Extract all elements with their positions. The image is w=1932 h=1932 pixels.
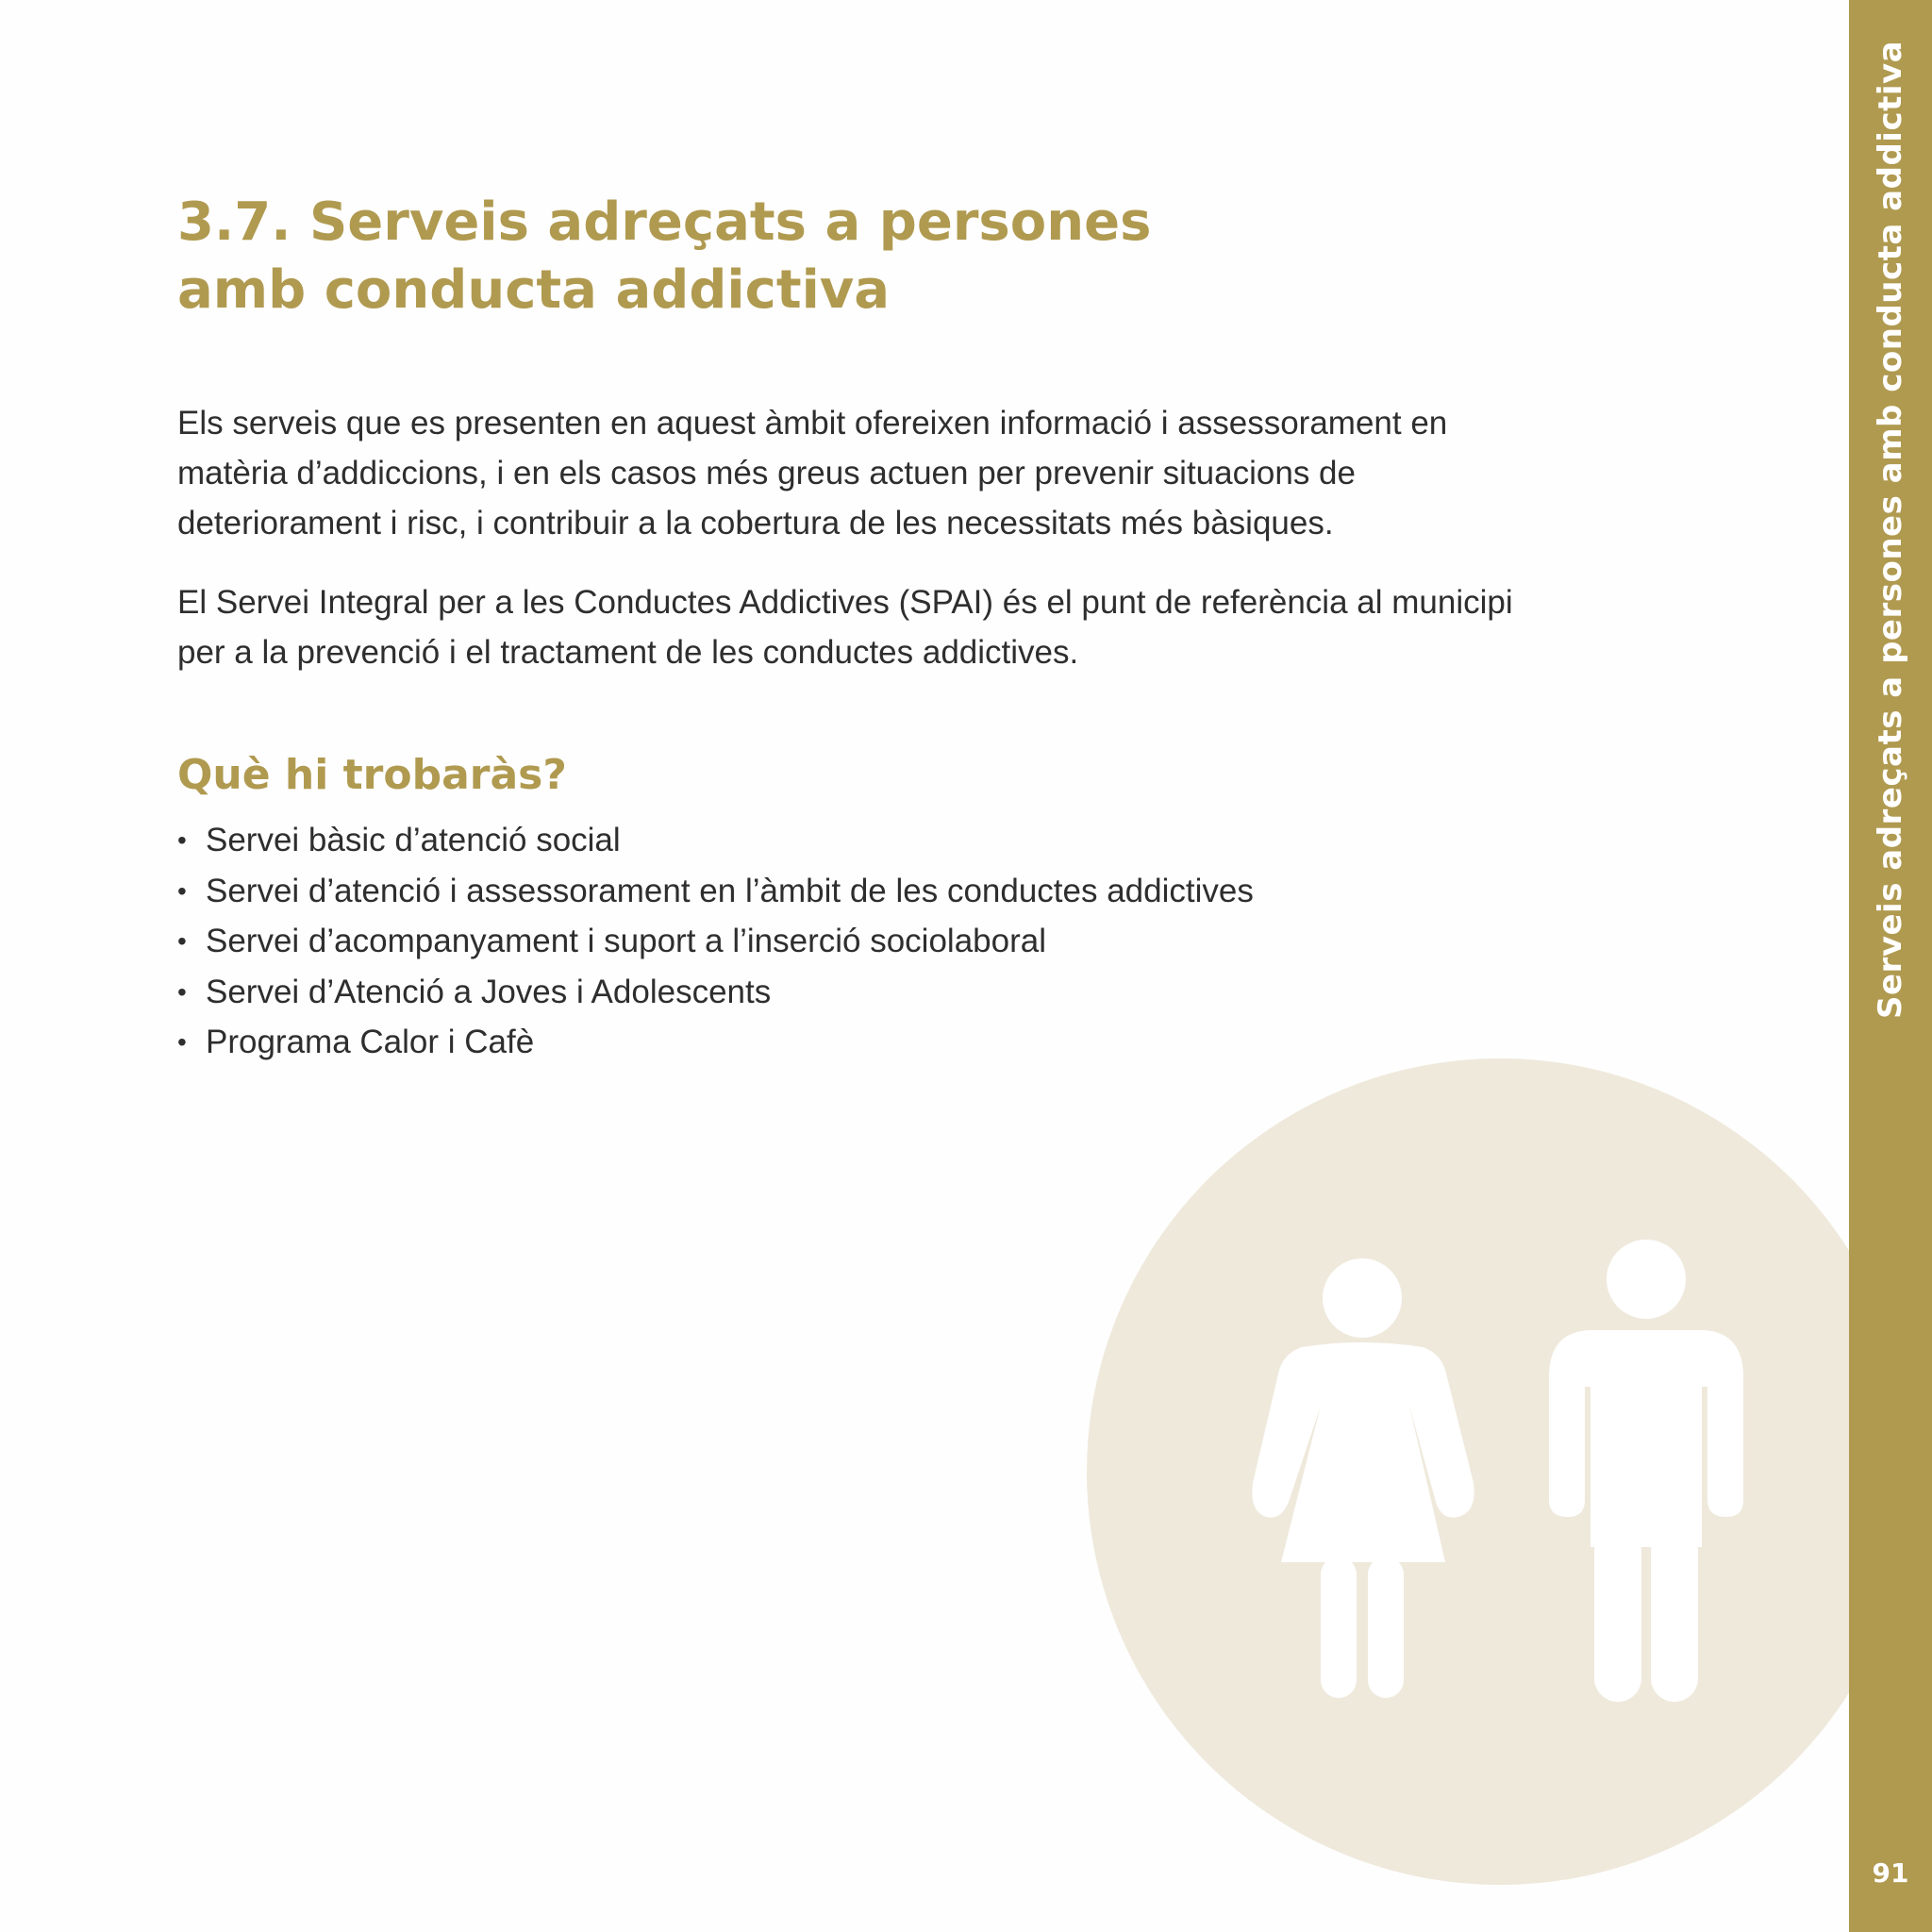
intro-paragraph: Els serveis que es presenten en aquest àmbit ofereixen informació i assessorament en matèria d’addiccions, i en els casos més greus actuen per prevenir situacions de deteriorament i risc, i contribuir a la cobertura de les necessitats més bàsiques.	[177, 405, 1448, 541]
page-title-line-1: 3.7. Serveis adreçats a persones	[177, 192, 1152, 253]
spai-paragraph: El Servei Integral per a les Conductes Addictives (SPAI) és el punt de referència al municipi per a la prevenció i el tractament de les conductes addictives.	[177, 584, 1513, 671]
section-heading: Què hi trobaràs?	[177, 751, 567, 799]
page-title	[177, 189, 1151, 325]
page-title-line-2: amb conducta addictiva	[177, 259, 891, 321]
list-item: • Servei bàsic d’atenció social	[177, 815, 1254, 866]
woman-and-man-icon	[1085, 1055, 1877, 1894]
page-number: 91	[1872, 1857, 1909, 1889]
list-item: • Servei d’atenció i assessorament en l’àmbit de les conductes addictives	[177, 866, 1254, 917]
list-item: • Programa Calor i Cafè	[177, 1017, 1254, 1068]
side-section-title: Serveis adreçats a persones amb conducta addictiva	[1872, 40, 1909, 1019]
illustration-circle	[1087, 1058, 1877, 1885]
service-list	[177, 815, 1254, 1068]
list-item: • Servei d’Atenció a Joves i Adolescents	[177, 967, 1254, 1018]
list-item: • Servei d’acompanyament i suport a l’inserció sociolaboral	[177, 916, 1254, 967]
